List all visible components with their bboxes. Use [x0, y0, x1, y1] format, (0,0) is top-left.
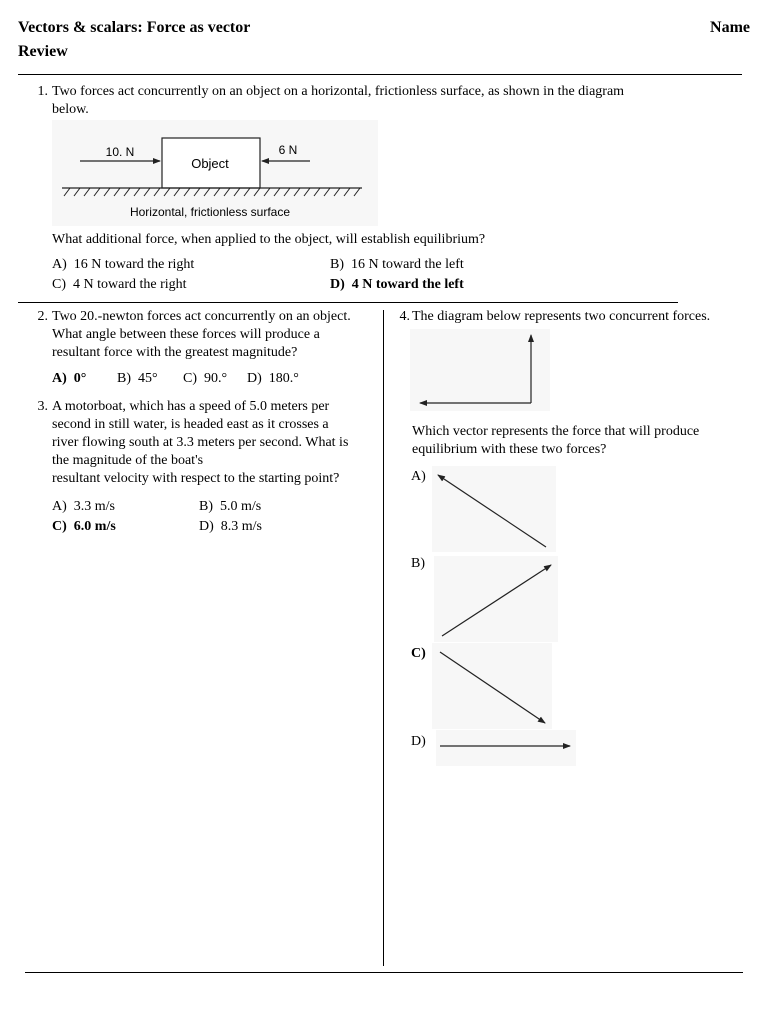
choice-a[interactable]	[52, 257, 194, 273]
vector-b-arrow	[442, 565, 551, 636]
forces-on-object-diagram	[52, 120, 378, 226]
hatch-mark	[264, 188, 270, 196]
choice-letter: B)	[411, 556, 425, 571]
vector-c-arrow	[440, 652, 545, 723]
name-label: Name	[710, 19, 750, 36]
hatch-mark	[354, 188, 360, 196]
choice-letter: C)	[52, 277, 66, 292]
choice-c[interactable]	[183, 371, 227, 387]
choice-d[interactable]	[199, 519, 262, 535]
choice-letter: B)	[117, 371, 131, 386]
prompt-line-2: equilibrium with these two forces?	[412, 442, 607, 457]
question-stem	[52, 83, 732, 119]
vector-c-diagram	[432, 643, 552, 729]
vector-a-arrow	[438, 475, 546, 547]
choice-letter: B)	[199, 499, 213, 514]
choice-letter: B)	[330, 257, 344, 272]
concurrent-forces-diagram	[410, 329, 550, 411]
choice-letter: D)	[330, 277, 345, 292]
choice-c-correct[interactable]	[411, 646, 426, 662]
hatch-mark	[114, 188, 120, 196]
vector-a-svg	[432, 466, 556, 552]
hatch-mark	[224, 188, 230, 196]
choice-letter: A)	[52, 499, 67, 514]
column-divider	[383, 310, 384, 966]
worksheet-title	[18, 16, 250, 64]
surface-hatching	[64, 188, 360, 196]
title-line-2: Review	[18, 43, 68, 60]
choice-text: 3.3 m/s	[73, 499, 116, 514]
choice-text: 4 N toward the right	[73, 277, 187, 292]
question-number: 1.	[37, 84, 48, 99]
hatch-mark	[134, 188, 140, 196]
hatch-mark	[184, 188, 190, 196]
choice-letter: D)	[247, 371, 262, 386]
stem-line: resultant force with the greatest magnitude?	[52, 345, 298, 360]
choice-letter: C)	[183, 371, 197, 386]
hatch-mark	[304, 188, 310, 196]
choice-text: 0°	[73, 371, 87, 386]
choice-text: 5.0 m/s	[220, 499, 262, 514]
hatch-mark	[194, 188, 200, 196]
vector-d-diagram	[436, 730, 576, 766]
question-prompt	[412, 423, 742, 459]
forces-diagram-svg	[52, 120, 378, 226]
footer-divider	[25, 972, 743, 973]
hatch-mark	[274, 188, 280, 196]
question-number: 2.	[37, 309, 48, 324]
prompt-line-1: Which vector represents the force that will produce	[412, 424, 700, 439]
hatch-mark	[164, 188, 170, 196]
vector-a-diagram	[432, 466, 556, 552]
hatch-mark	[84, 188, 90, 196]
hatch-mark	[204, 188, 210, 196]
choice-letter: A)	[52, 257, 67, 272]
choice-text: 16 N toward the left	[351, 257, 464, 272]
question-stem	[52, 308, 382, 362]
hatch-mark	[214, 188, 220, 196]
vector-d-svg	[436, 730, 576, 766]
hatch-mark	[344, 188, 350, 196]
question-prompt: What additional force, when applied to the object, will establish equilibrium?	[52, 232, 486, 247]
hatch-mark	[314, 188, 320, 196]
left-force-label: 10. N	[105, 145, 135, 159]
question-stem: The diagram below represents two concurrent forces.	[412, 309, 711, 324]
hatch-mark	[284, 188, 290, 196]
hatch-mark	[154, 188, 160, 196]
choice-c-correct[interactable]	[52, 519, 116, 535]
hatch-mark	[174, 188, 180, 196]
question-number: 3.	[37, 399, 48, 414]
choice-text: 180.°	[268, 371, 299, 386]
hatch-mark	[294, 188, 300, 196]
vector-c-svg	[432, 643, 552, 729]
title-line-1: Vectors & scalars: Force as vector	[18, 19, 251, 36]
choice-c[interactable]	[52, 277, 187, 293]
hatch-mark	[74, 188, 80, 196]
choice-letter: D)	[199, 519, 214, 534]
stem-line: A motorboat, which has a speed of 5.0 meters per	[52, 399, 330, 414]
choice-d-correct[interactable]	[330, 277, 464, 293]
concurrent-forces-svg	[410, 329, 550, 411]
choice-letter: C)	[52, 519, 67, 534]
hatch-mark	[334, 188, 340, 196]
choice-text: 6.0 m/s	[73, 519, 116, 534]
choice-a[interactable]	[411, 469, 426, 485]
choice-text: 90.°	[204, 371, 228, 386]
choice-letter: A)	[411, 469, 426, 484]
stem-line-1: Two forces act concurrently on an object on a horizontal, frictionless surface, as shown in the diagram	[52, 84, 625, 99]
stem-line: What angle between these forces will produce a	[52, 327, 320, 342]
stem-line: Two 20.-newton forces act concurrently on an object.	[52, 309, 351, 324]
stem-line: the magnitude of the boat's	[52, 453, 204, 468]
stem-line: resultant velocity with respect to the starting point?	[52, 471, 340, 486]
stem-line: river flowing south at 3.3 meters per second. What is	[52, 435, 349, 450]
choice-d[interactable]	[247, 371, 299, 387]
right-force-label: 6 N	[278, 143, 298, 157]
choice-text: 8.3 m/s	[220, 519, 263, 534]
choice-b[interactable]	[199, 499, 261, 515]
header-divider	[18, 74, 742, 75]
choice-letter: A)	[52, 371, 67, 386]
choice-text: 16 N toward the right	[73, 257, 195, 272]
hatch-mark	[124, 188, 130, 196]
choice-text: 45°	[138, 371, 158, 386]
hatch-mark	[254, 188, 260, 196]
hatch-mark	[324, 188, 330, 196]
hatch-mark	[94, 188, 100, 196]
hatch-mark	[234, 188, 240, 196]
choice-letter: D)	[411, 734, 426, 749]
choice-d[interactable]	[411, 734, 426, 750]
vector-b-svg	[434, 556, 558, 642]
choice-a-correct[interactable]	[52, 371, 86, 387]
hatch-mark	[104, 188, 110, 196]
choice-letter: C)	[411, 646, 426, 661]
question-stem	[52, 398, 382, 488]
question-number: 4.	[399, 309, 410, 324]
choice-text: 4 N toward the left	[351, 277, 464, 292]
hatch-mark	[144, 188, 150, 196]
hatch-mark	[244, 188, 250, 196]
q1-divider	[18, 302, 678, 303]
choice-b[interactable]	[330, 257, 464, 273]
choice-a[interactable]	[52, 499, 115, 515]
stem-line-2: below.	[52, 102, 89, 117]
stem-line: second in still water, is headed east as it crosses a	[52, 417, 329, 432]
vector-b-diagram	[434, 556, 558, 642]
choice-b[interactable]	[411, 556, 425, 572]
hatch-mark	[64, 188, 70, 196]
object-label: Object	[191, 156, 229, 171]
choice-b[interactable]	[117, 371, 158, 387]
surface-label: Horizontal, frictionless surface	[129, 205, 291, 219]
